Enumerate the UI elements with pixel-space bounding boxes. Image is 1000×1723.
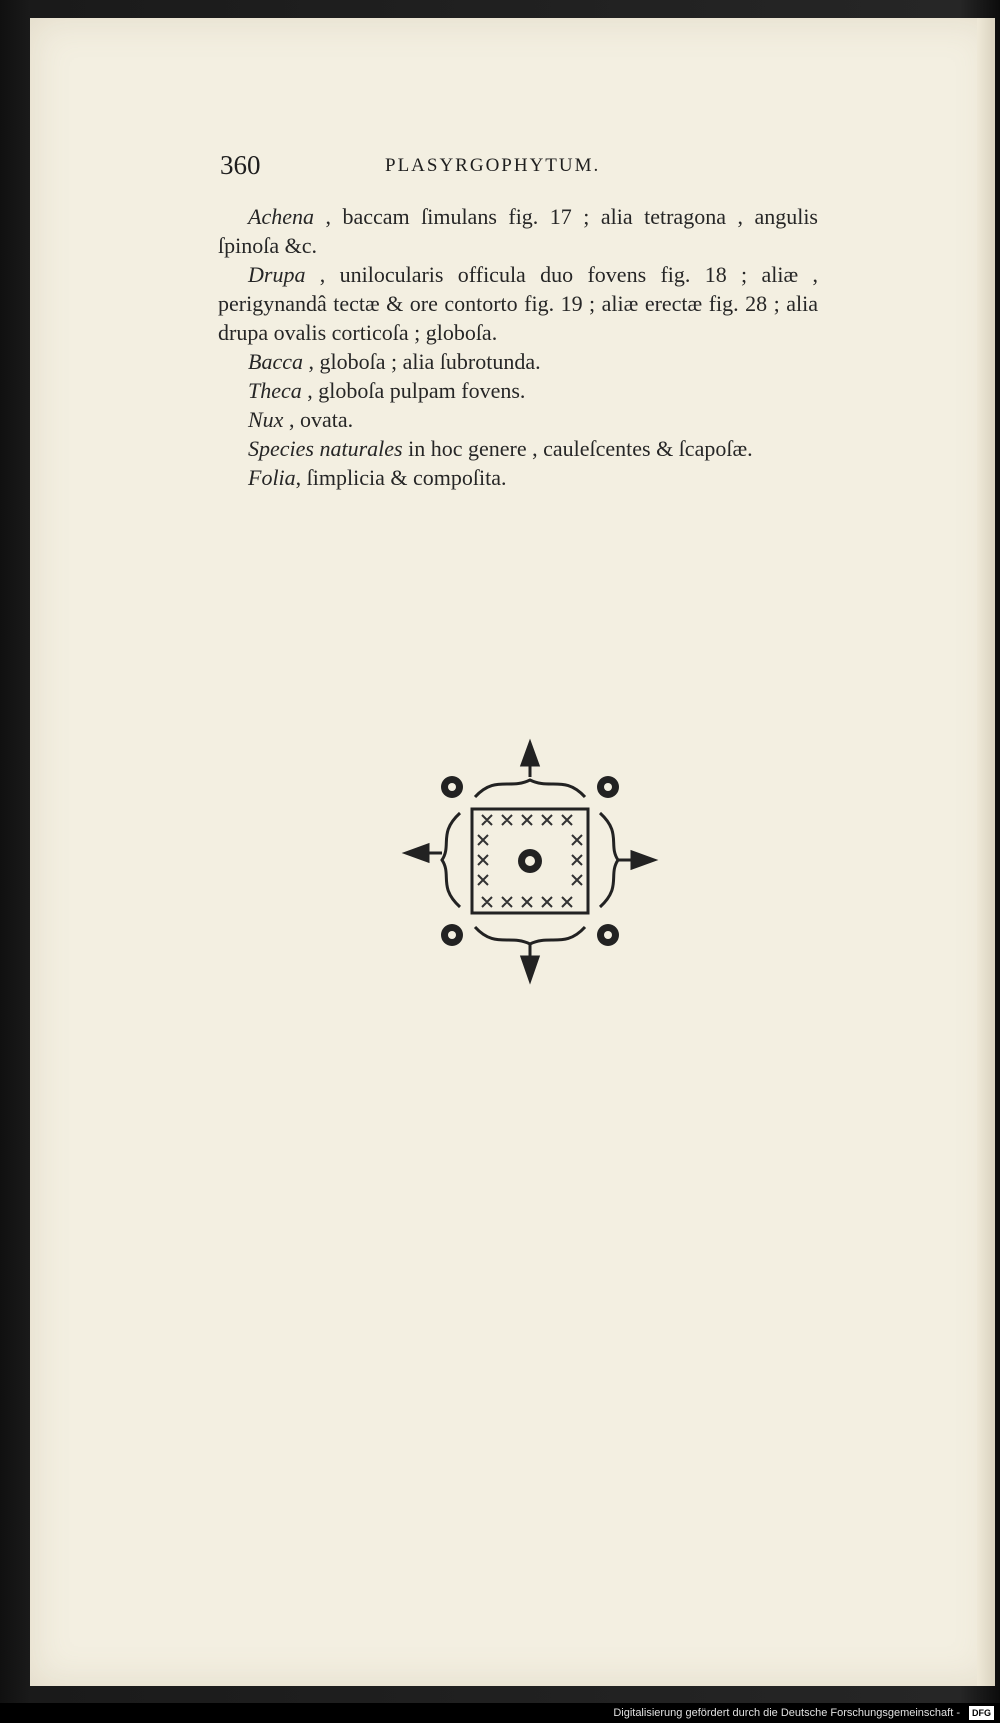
- term-nux: Nux: [248, 407, 284, 432]
- body-text: [218, 202, 818, 492]
- printers-ornament: [400, 735, 660, 990]
- running-title: PLASYRGOPHYTUM.: [385, 155, 601, 176]
- paragraph-text: , unilocularis officula duo fovens fig. 18 ; aliæ , perigynandâ tectæ & ore contorto fig. 19 ; aliæ erectæ fig. 28 ; alia drupa ovalis corticoſa ; globoſa.: [218, 262, 818, 345]
- paragraph-bacca: [218, 347, 818, 376]
- page-edge: [977, 18, 995, 1686]
- paragraph-nux: [218, 405, 818, 434]
- paragraph-text: , globoſa pulpam fovens.: [301, 378, 526, 403]
- paragraph-text: , ovata.: [283, 407, 354, 432]
- paragraph-drupa: [218, 260, 818, 347]
- paragraph-folia: [218, 463, 818, 492]
- paragraph-species: [218, 434, 818, 463]
- paragraph-text: , globoſa ; alia ſubrotunda.: [302, 349, 541, 374]
- paragraph-achena: [218, 202, 818, 260]
- paragraph-text: , baccam ſimulans fig. 17 ; alia tetragona , angulis ſpinoſa &c.: [218, 204, 818, 258]
- term-achena: Achena: [248, 204, 314, 229]
- footer-credit: Digitalisierung gefördert durch die Deutsche Forschungsgemeinschaft -: [613, 1707, 960, 1719]
- page-header: [220, 150, 690, 190]
- paragraph-text: in hoc genere , cauleſcentes & ſcapoſæ.: [402, 436, 753, 461]
- dfg-logo: DFG: [969, 1706, 994, 1720]
- term-drupa: Drupa: [248, 262, 306, 287]
- digitization-footer: [0, 1703, 1000, 1723]
- term-species: Species naturales: [248, 436, 403, 461]
- paragraph-theca: [218, 376, 818, 405]
- term-bacca: Bacca: [248, 349, 303, 374]
- term-folia: Folia: [248, 465, 296, 490]
- paragraph-text: , ſimplicia & compoſita.: [295, 465, 507, 490]
- page-number: 360: [220, 150, 261, 180]
- term-theca: Theca: [248, 378, 302, 403]
